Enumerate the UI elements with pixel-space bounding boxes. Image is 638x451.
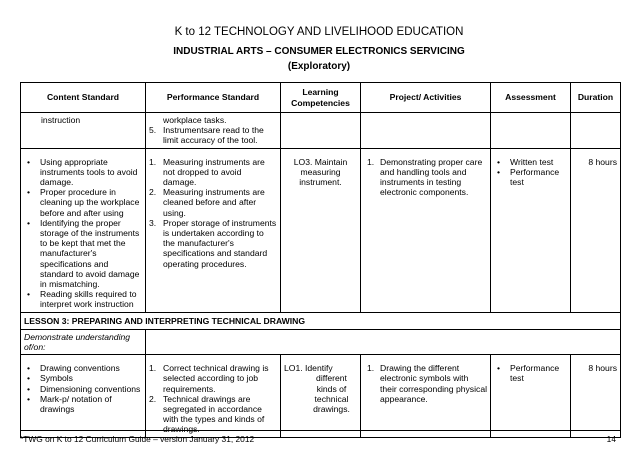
document-subtitle: INDUSTRIAL ARTS – CONSUMER ELECTRONICS SERVICING <box>173 46 465 57</box>
table-row <box>21 355 621 437</box>
list-item: • Mark-p/ notation of drawings <box>24 394 142 414</box>
cell-performance-standard <box>146 148 281 312</box>
cell-assessment <box>491 148 571 312</box>
list-item <box>364 363 487 404</box>
list-item <box>149 218 277 269</box>
list-number: 2. <box>149 187 157 198</box>
cell-performance-standard <box>146 355 281 437</box>
cell-duration <box>571 113 621 149</box>
duration-text: 8 hours <box>588 363 617 374</box>
list-item <box>149 363 277 394</box>
curriculum-table <box>20 82 621 438</box>
list-item: • Reading skills required to interpret work instruction <box>24 289 142 309</box>
list-item <box>364 157 487 198</box>
list-number: 1. <box>149 363 157 374</box>
list-number: 1. <box>367 363 375 374</box>
competency-text: LO3. Maintain measuring instrument. <box>293 156 348 188</box>
cell-learning-competencies <box>281 113 361 149</box>
header-project-activities: Project/ Activities <box>361 83 491 113</box>
document-subtitle-exploratory: (Exploratory) <box>287 61 351 72</box>
list-item: • Using appropriate instruments tools to avoid damage. <box>24 157 142 188</box>
list-item: • Performance test <box>494 363 567 383</box>
competency-label: LO1. Identify <box>284 363 333 374</box>
table-row <box>21 148 621 312</box>
cell-learning-competencies <box>281 355 361 437</box>
list-number: 2. <box>149 393 157 404</box>
cell-content-standard <box>21 148 146 312</box>
cell-empty <box>146 329 621 354</box>
header-performance-standard: Performance Standard <box>146 83 281 113</box>
list-item <box>149 125 277 145</box>
duration-text: 8 hours <box>588 156 617 167</box>
document-title: K to 12 TECHNOLOGY AND LIVELIHOOD EDUCATION <box>174 26 464 38</box>
cell-project-activities <box>361 113 491 149</box>
list-item: • Proper procedure in cleaning up the workplace before and after using <box>24 187 142 218</box>
cell-project-activities <box>361 355 491 437</box>
list-text: Proper storage of instruments is undertaken according to the manufacturer's specifications and standard operating procedures. <box>163 217 277 269</box>
list-number: 5. <box>149 125 157 136</box>
list-item <box>149 157 277 188</box>
table-row <box>21 329 621 354</box>
list-number: 3. <box>149 217 157 228</box>
list-text: Drawing the different electronic symbols with their corresponding physical appearance. <box>380 363 488 404</box>
lesson-heading: LESSON 3: PREPARING AND INTERPRETING TECHNICAL DRAWING <box>21 312 621 329</box>
cell-content-standard: instruction <box>21 113 146 149</box>
list-item: • Written test <box>494 157 567 167</box>
cell-project-activities <box>361 148 491 312</box>
list-item: • Identifying the proper storage of the instruments to be kept that met the manufacturer's specifications and standard to avoid damage in mismatching. <box>24 218 142 289</box>
header-assessment: Assessment <box>491 83 571 113</box>
lesson-heading-row <box>21 312 621 329</box>
list-text: Instrumentsare read to the limit accuracy of the tool. <box>163 125 264 146</box>
list-number: 1. <box>367 156 375 167</box>
cell-duration <box>571 148 621 312</box>
performance-continuation: workplace tasks. <box>163 115 227 125</box>
list-item <box>149 394 277 435</box>
footer-note: *TWG on K to 12 Curriculum Guide – version January 31, 2012 <box>20 434 255 444</box>
cell-assessment <box>491 113 571 149</box>
header-duration: Duration <box>571 83 621 113</box>
cell-content-intro: Demonstrate understanding of/on: <box>21 329 146 354</box>
cell-content-standard <box>21 355 146 437</box>
footer-divider <box>20 430 620 431</box>
competency-text: different kinds of technical drawings. <box>313 373 350 415</box>
cell-learning-competencies <box>281 148 361 312</box>
list-item <box>149 187 277 218</box>
page-number: 14 <box>606 434 616 444</box>
list-text: Measuring instruments are not dropped to avoid damage. <box>163 156 265 188</box>
list-text: Technical drawings are segregated in accordance with the types and kinds of drawings. <box>163 393 265 435</box>
list-number: 1. <box>149 156 157 167</box>
table-row <box>21 113 621 149</box>
list-item: • Dimensioning conventions <box>24 384 142 394</box>
cell-performance-standard <box>146 113 281 149</box>
cell-assessment <box>491 355 571 437</box>
cell-duration <box>571 355 621 437</box>
list-text: Measuring instruments are cleaned before and after using. <box>163 187 265 218</box>
header-learning-competencies: Learning Competencies <box>281 83 361 113</box>
table-header-row <box>21 83 621 113</box>
list-item: • Symbols <box>24 373 142 383</box>
list-item: • Performance test <box>494 167 567 187</box>
header-content-standard: Content Standard <box>21 83 146 113</box>
list-item: • Drawing conventions <box>24 363 142 373</box>
list-text: Demonstrating proper care and handling tools and instruments in testing electronic components. <box>380 156 483 198</box>
list-text: Correct technical drawing is selected according to job requirements. <box>163 363 269 394</box>
